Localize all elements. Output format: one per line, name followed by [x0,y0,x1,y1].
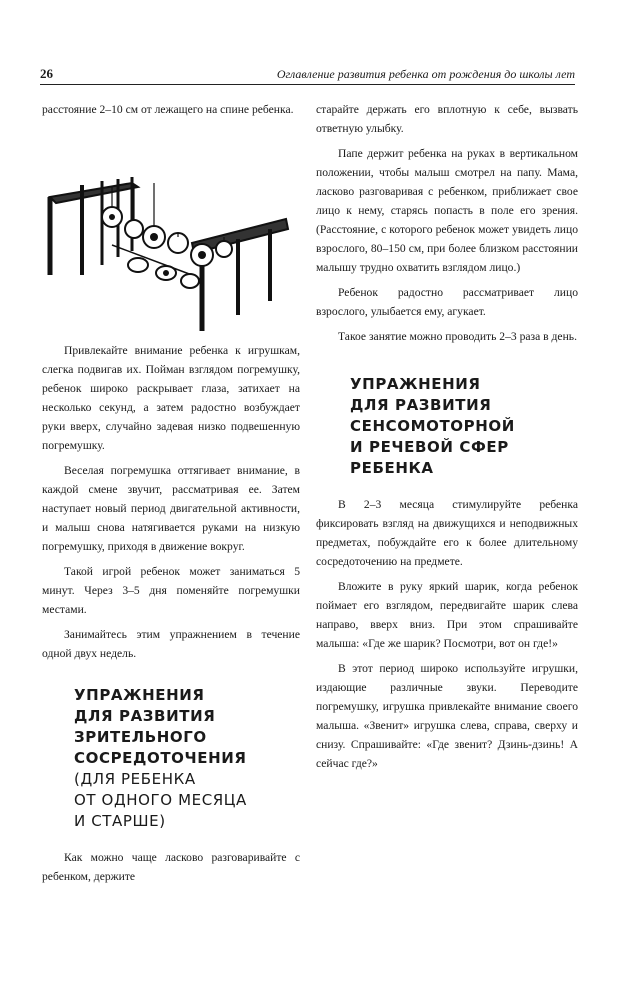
paragraph: расстояние 2–10 см от лежащего на спине ребенка. [42,103,294,116]
heading-line: И РЕЧЕВОЙ СФЕР [350,438,509,456]
heading-line: СЕНСОМОТОРНОЙ [350,417,515,435]
running-title: Оглавление развития ребенка от рождения до школы лет [276,67,575,81]
heading-line: УПРАЖНЕНИЯ [74,686,205,704]
heading-subtitle-line: (ДЛЯ РЕБЕНКА [74,770,196,788]
heading-line: ДЛЯ РАЗВИТИЯ [350,396,492,414]
paragraph: В 2–3 месяца стимулируйте ребенка фиксировать взгляд на движущихся и неподвижных предметах, побуждайте его к более длительному сосредоточению на предмете. [316,498,578,568]
paragraph: Такой игрой ребенок может заниматься 5 минут. Через 3–5 дня поменяйте погремушки местами. [42,565,300,616]
header-rule [40,84,575,85]
section-heading-sensomotor [316,374,578,479]
paragraph: Ребенок радостно рассматривает лицо взрослого, улыбается ему, агукает. [316,286,578,318]
heading-subtitle-line: ОТ ОДНОГО МЕСЯЦА [74,791,247,809]
hanging-toys-illustration [42,125,300,333]
heading-line: ЗРИТЕЛЬНОГО [74,728,207,746]
heading-line: ДЛЯ РАЗВИТИЯ [74,707,216,725]
paragraph: Веселая погремушка оттягивает внимание, в каждой смене звучит, рассматривая ее. Затем наступает новый период двигательной активности, и малыш снова натягивается руками на низкую погремушку, приходя в движение вокруг. [42,464,300,553]
heading-line: УПРАЖНЕНИЯ [350,375,481,393]
heading-line: РЕБЕНКА [350,459,434,477]
paragraph: Привлекайте внимание ребенка к игрушкам, слегка подвигав их. Пойман взглядом погремушку, ребенок широко раскрывает глаза, затихает на несколько секунд, а затем радостно возбуждает руки вверх, случайно задевая низко подвешенную погремушку. [42,344,300,452]
paragraph: Вложите в руку яркий шарик, когда ребенок поймает его взглядом, передвигайте шарик слева направо, вверх вниз. При этом спрашивайте малыша: «Где же шарик? Посмотри, вот он где!» [316,580,578,650]
paragraph: Такое занятие можно проводить 2–3 раза в день. [338,330,577,343]
heading-line: СОСРЕДОТОЧЕНИЯ [74,749,247,767]
paragraph: Папе держит ребенка на руках в вертикальном положении, чтобы малыш смотрел на папу. Мама, ласково разговаривая с ребенком, приближает свое лицо к нему, старясь попасть в поле его зрения. (Расстояние, с которого ребенок может увидеть лицо взрослого, 80–150 см, при более близком расстоянии малышу трудно охватить взглядом лицо.) [316,147,578,274]
paragraph: В этот период широко используйте игрушки, издающие различные звуки. Переводите погремушку, игрушка привлекайте внимание своего малыша. «Звенит» игрушка слева, справа, сверху и снизу. Спрашивайте: «Где звенит? Дзинь-дзинь! А сейчас где?» [316,662,578,770]
paragraph: Как можно чаще ласково разговаривайте с ребенком, держите [42,851,300,883]
paragraph: старайте держать его вплотную к себе, вызвать ответную улыбку. [316,103,578,135]
right-column [316,100,578,779]
left-column [42,100,300,892]
heading-subtitle-line: И СТАРШЕ) [74,812,166,830]
page-number: 26 [40,66,53,81]
paragraph: Занимайтесь этим упражнением в течение одной двух недель. [42,628,300,660]
section-heading-visual [42,685,300,832]
running-head [40,62,575,82]
